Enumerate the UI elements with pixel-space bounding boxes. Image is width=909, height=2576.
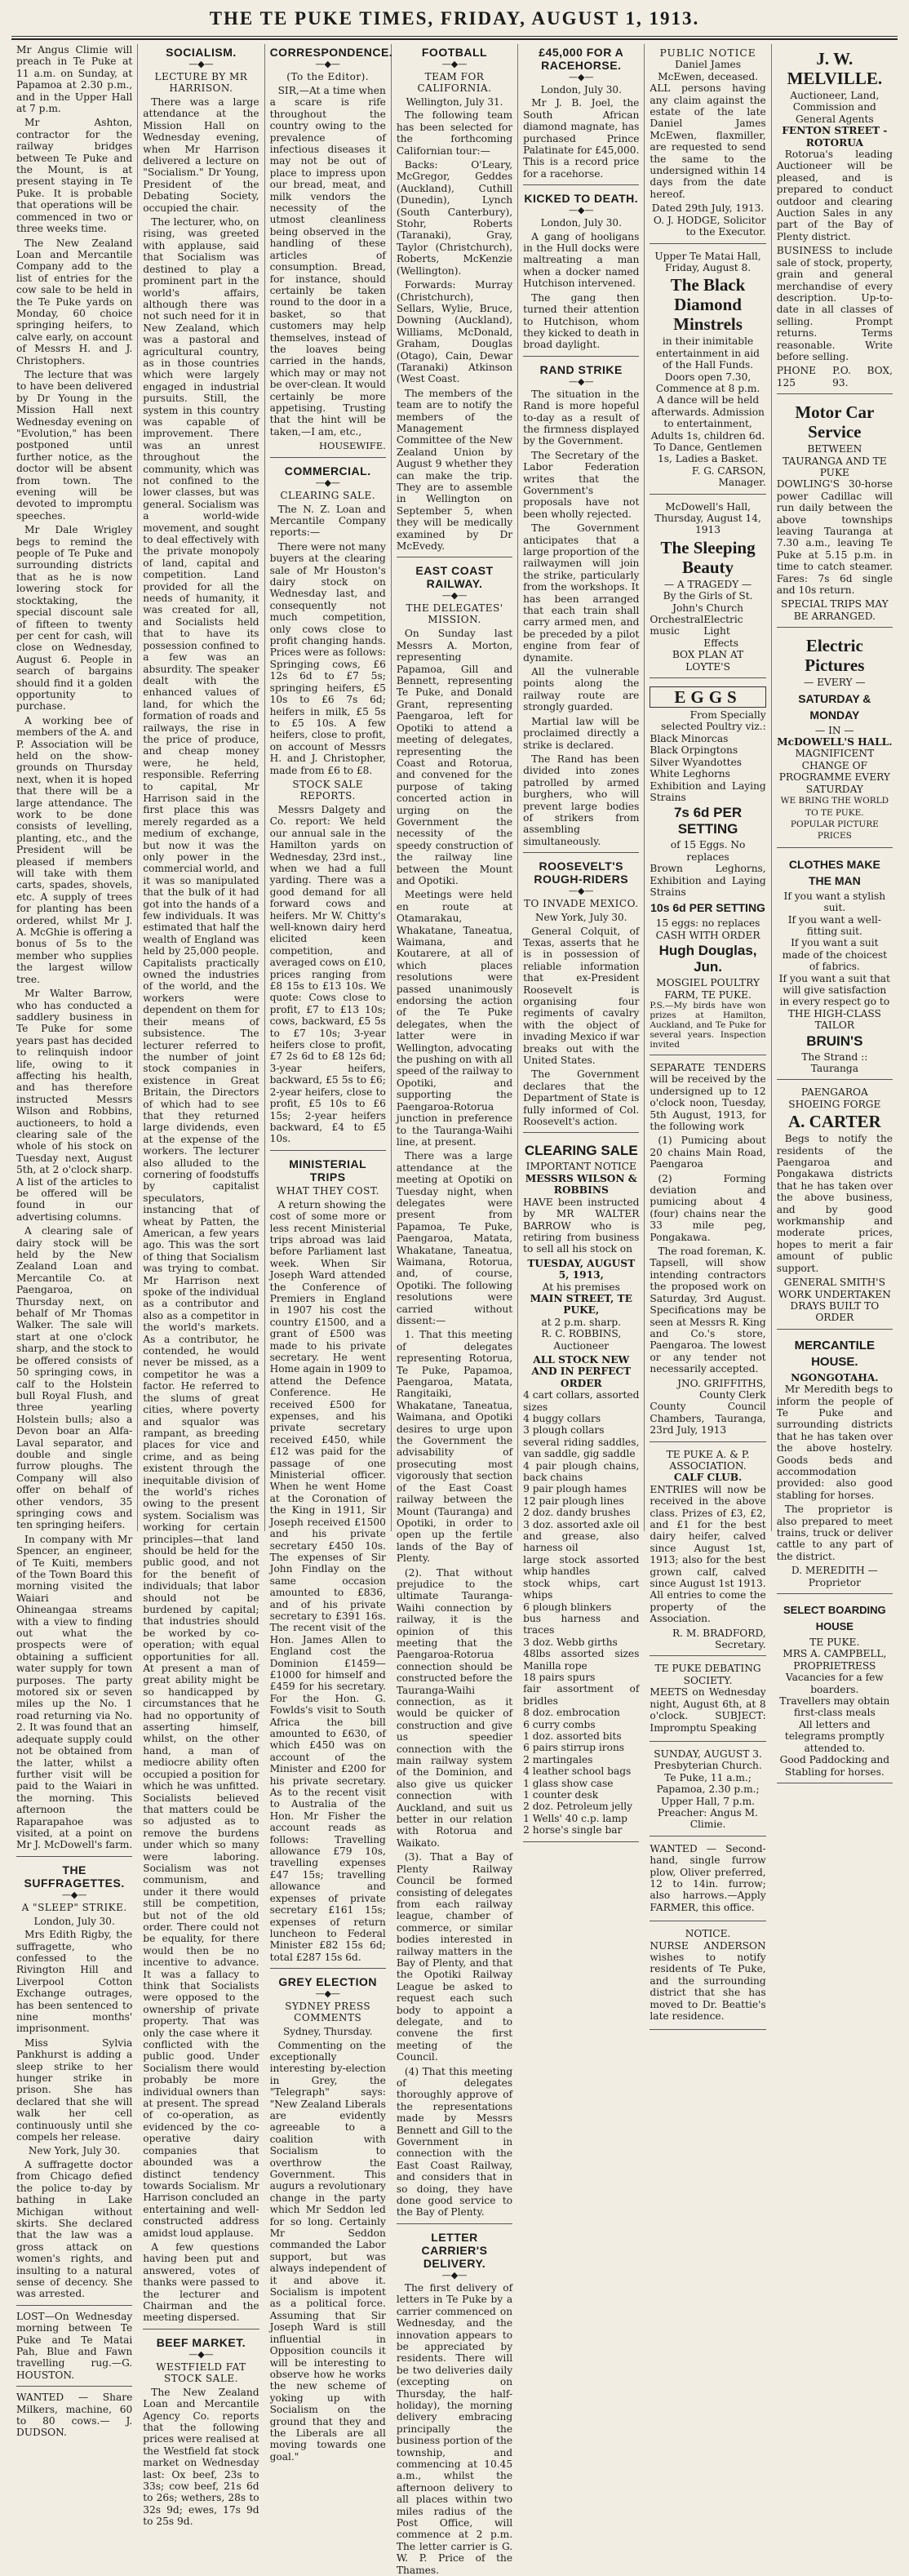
list-item: Black Minorcas — [650, 732, 729, 744]
ad-days: SATURDAY & MONDAY — [798, 691, 871, 722]
paragraph: There was a large attendance at the meeting at Opotiki on Tuesday night, when delegates were present from Papamoa, Te Puke, Paengaroa, Matata, Whakatane, Taneatua, Waimana, Rotorua, and, of course, Opotiki. The following resolutions were carried without dissent:— — [396, 1150, 513, 1326]
ad-text: THE HIGH-CLASS TAILOR — [787, 1007, 881, 1032]
paragraph: Mr Walter Barrow, who has conducted a saddlery business in Te Puke for some years past has decided to relinquish indoor life, owing to it affecting his health, and has therefore instructed Messrs Wilson and Robbins, auctioneers, to hold a clearing sale of the whole of his stock on Tuesday next, August 5th, at 2 o'clock sharp. A list of the articles to be offered will be found in our advertising columns. — [16, 988, 133, 1223]
ad-title: MERCANTILE HOUSE. — [794, 1338, 875, 1369]
ad-name: BRUIN'S — [806, 1033, 863, 1049]
article-headline: KICKED TO DEATH. — [524, 192, 639, 206]
ad-subtitle: — A TRAGEDY — — [663, 578, 752, 590]
paragraph: In company with Mr Spencer, an engineer, of Te Kuiti, members of the Town Board this morning visited the Waiari and Ohineangaa streams with a view to finding out what the prospects were of obtaining a sufficient water supply for town purposes. The party motored six or seven miles up the No. 1 road returning via No. 2. It was found that an adequate supply could not be obtained from the latter, whilst a further visit will be paid to the Waiari in the morning. This afternoon the Raparapahoe was visited, at a point on Mr J. McDowell's farm. — [16, 1533, 133, 1851]
paragraph: A return showing the cost of some more or less recent Ministerial trips abroad was laid before Parliament last week. When Sir Joseph Ward attended the Conference of Premiers in England in 1907 his cost the country £1500, and a grant of £500 was made to his private secretary. He went Home again in 1909 to attend the Defence Conference. He received £500 for expenses, and his private secretary received £450, while £12 was paid for the passage of one Ministerial officer. When he went Home at the Coronation of the King in 1911, Sir Joseph received £1500 and his private secretary £450 10s. The expenses of Sir John Findlay on the same occasion amounted to £836, and of his private secretary to £391 16s. The recent visit of the Hon. James Allen to England cost the Dominion £1459—£1000 for himself and £459 for his secretary. For the Hon. G. Fowlds's visit to South Africa the bill amounted to £630, of which £450 was on account of the Minister and £200 for his private secretary. As to the recent visit to Australia of the Hon. Mr Fisher the account reads as follows: Travelling allowance £79 10s, travelling expenses £47 15s; travelling allowance and expenses of private secretary £161 15s; expenses of return luncheon to Federal Minister £82 15s 6d; total £287 15s 6d. — [269, 1198, 386, 1963]
po-box: P.O. BOX, 93. — [832, 365, 893, 389]
paragraph: Backs: O'Leary, McGregor, Geddes (Auckland), Cuthill (Dunedin), Lynch (South Canterbury), Stohr, Roberts (Taranaki), Gray, Taylor (Christchurch), Roberts, McKenzie (Wellington). — [396, 159, 513, 277]
paragraph: The New Zealand Loan and Mercantile Company add to the list of entries for the cow sale to be held in the Te Puke yards on Monday, 60 choice springing heifers, to calve early, on account of Messrs H. and J. Christophers. — [16, 237, 133, 366]
paragraph: All the vulnerable points along the railway route are strongly guarded. — [523, 666, 640, 713]
ad-text: NURSE ANDERSON wishes to notify residents of Te Puke, and the surrounding district that she has moved to Dr. Beattie's late residence. — [650, 1939, 766, 2023]
ad-title: PUBLIC NOTICE — [659, 47, 756, 59]
ad-text: The proprietor is also prepared to meet trains, truck or deliver cattle to any part of the district. — [776, 1503, 893, 1562]
paragraph: Commenting on the exceptionally interesting by-election in Grey, the "Telegraph" says: "New Zealand Liberals are evidently agreeable to a coalition with Socialism to overthrow the Government. This augurs a revolutionary change in the party which Mr Seddon led for so long. Certainly Mr Seddon commanded the Labor support, but was always independent of it and above it. Socialism is impotent as a political force. Assuming that Sir Joseph Ward is still influential in Opposition councils it will be interesting to observe how he works the new scheme of yoking up with Socialism on the ground that they and the Liberals are all moving towards one goal." — [269, 2039, 386, 2463]
dateline: Wellington, July 31. — [406, 96, 503, 108]
list-item: Exhibition and Laying Strains — [650, 779, 766, 803]
paragraph: (3). That a Bay of Plenty Railway Council be formed consisting of delegates from each railway league, chamber of commerce, or similar bodies interested in railway matters in the Bay of Plenty, and that the Opotiki Railway League be asked to request each such body to appoint a delegate, and to convene the first meeting of the Council. — [396, 1851, 513, 2063]
list-item: White Leghorns — [650, 768, 730, 780]
paragraph: Miss Sylvia Pankhurst is adding a sleep strike to her hunger strike in prison. She has declared that she will walk her cell continuously until she compels her release. — [16, 2036, 133, 2143]
paragraph: Mrs Edith Rigby, the suffragette, who confessed to the Rivington Hill and Liverpool Cotton Exchange outrages, has been sentenced to nine months' imprisonment. — [16, 1929, 133, 2035]
ad-row — [777, 365, 893, 389]
list-item: 3 plough collars — [523, 1424, 605, 1437]
paragraph: Mr J. B. Joel, the South African diamond magnate, has purchased Prince Palatinate for £45,000. This is a record price for a racehorse. — [523, 97, 640, 180]
list-item: 2 martingales — [523, 1753, 593, 1765]
dash-ornament: —◆— — [441, 59, 468, 69]
ad-subtitle: Auctioneer, Land, Commission and General Agents — [790, 90, 880, 125]
list-item: 2 horse's single bar — [523, 1824, 623, 1837]
phone-number: PHONE 125 — [776, 365, 817, 389]
ad-place: At his premises — [542, 1281, 620, 1293]
ad-title: The Black Diamond Minstrels — [670, 275, 746, 335]
paragraph: Martial law will be proclaimed directly a strike is declared. — [523, 715, 640, 751]
list-item: 2 doz. Petroleum jelly — [523, 1801, 633, 1813]
article-headline: MINISTERIAL TRIPS — [289, 1157, 367, 1184]
article-headline: COMMERCIAL. — [284, 464, 371, 477]
ad-signature: F. G. CARSON, Manager. — [691, 464, 766, 489]
ad-signature: O. J. HODGE, Solicitor to the Executor. — [653, 214, 766, 238]
paragraph: The situation in the Rand is more hopeful to-day as a result of the firmness displayed by the Government. — [523, 388, 640, 447]
ad-title: NOTICE. — [685, 1928, 731, 1940]
ad-text: WANTED — Second-hand, single furrow plow, Oliver preferred, 12 to 14in. furrow; also harrows.—Apply FARMER, this office. — [650, 1842, 766, 1913]
list-item: large stock assorted whip handles — [523, 1553, 640, 1578]
dateline: London, July 30. — [540, 217, 622, 229]
clearing-sale-ad — [523, 1138, 639, 1841]
ad-intro: McDowell's Hall, Thursday, August 14, 1913 — [654, 500, 761, 536]
ad-intro: Upper Te Matai Hall, Friday, August 8. — [654, 250, 761, 273]
column-4 — [392, 44, 518, 2576]
ad-text: If you want a suit that will give satisfaction in every respect go to — [778, 972, 890, 1008]
nurse-notice-ad — [650, 1925, 765, 2030]
masthead: THE TE PUKE TIMES, FRIDAY, AUGUST 1, 1913. — [209, 8, 700, 29]
list-item: 4 pair plough chains, back chains — [523, 1459, 640, 1484]
columns — [11, 44, 898, 2576]
ad-title: J. W. MELVILLE. — [787, 49, 883, 88]
dash-ornament: —◆— — [441, 2269, 468, 2281]
ad-text: Rotorua's leading Auctioneer will be pleased, and is prepared to conduct outdoor and clearing Auction Sales in any part of the Bay of Plenty district. — [776, 149, 893, 242]
article-headline: FOOTBALL — [421, 46, 488, 59]
ad-subtitle: CALF CLUB. — [673, 1472, 743, 1484]
paragraph: The Rand has been divided into zones patrolled by armed burghers, who will prevent large bodies of strikers from assembling simultaneously. — [523, 753, 640, 847]
paragraph: Mr Ashton, contractor for the railway bridges between Te Puke and the Mount, is at present staying in Te Puke. It is probable that operations will be commenced in two or three weeks time. — [16, 117, 133, 235]
ad-text: Good Paddocking and Stabling for horses. — [779, 1754, 890, 1778]
ad-title: The Sleeping Beauty — [660, 537, 756, 577]
ad-title: EGGS — [650, 686, 765, 708]
article-headline: RAND STRIKE — [539, 362, 623, 376]
article-headline: CORRESPONDENCE. — [269, 46, 393, 59]
ad-text: The road foreman, K. Tapsell, will show intending contractors the proposed work on Saturday, 3rd August. Specifications may be seen at Messrs R. King and Co.'s store, Paengaroa. The lowest or any tender not necessarily accepted. — [650, 1246, 766, 1375]
column-3 — [265, 44, 393, 2463]
paragraph: A gang of hooligans in the Hull docks were maltreating a man when a docker named Hutchison intervened. — [523, 230, 640, 290]
ad-text: Preacher: Angus M. Climie. — [658, 1806, 759, 1831]
article-subhead: THE DELEGATES' MISSION. — [406, 602, 503, 626]
price: 10s 6d PER SETTING — [650, 901, 765, 915]
paragraph: The gang then turned their attention to Hutchison, whom they kicked to death in broad daylight. — [523, 291, 640, 351]
paragraph: Meetings were held en route at Otamarakau, Whakatane, Taneatua, Waimana, and Koutarere, at all of which places resolutions were passed unanimously endorsing the action of the Te Puke delegates, when the latter were in Wellington, advocating the pushing on with all speed of the railway to Opotiki, and supporting the Paengaroa-Rotorua junction in preference to the Tauranga-Waihi line, at present. — [396, 889, 513, 1148]
article-headline: LETTER CARRIER'S DELIVERY. — [421, 2230, 488, 2270]
wanted-notice: WANTED — Share Milkers, machine, 60 to 80 cows.— J. DUDSON. — [16, 2392, 133, 2439]
paragraph: There were not many buyers at the clearing sale of Mr Houston's dairy stock on Wednesday last, and consequently not much competition, only cows close to profit changing hands. Prices were as follows: Springing cows, £6 12s 6d to £7 5s; springing heifers, £5 10s to £6 7s 6d; heifers in milk, £5 5s to £5 10s. A few heifers, close to profit, on account of Messrs H. and J. Christopher, made from £6 to £8. — [269, 540, 386, 776]
dash-ornament: —◆— — [569, 205, 594, 216]
list-item: 2 doz. dandy brushes — [523, 1507, 631, 1519]
ad-text: If you want a suit made of the choicest of fabrics. — [782, 937, 888, 973]
divider — [16, 2305, 132, 2306]
article-subhead: A "SLEEP" STRIKE. — [21, 1901, 127, 1913]
list-item: 1 counter desk — [523, 1789, 599, 1801]
list-item: 1 Wells' 40 c.p. lamp — [523, 1812, 627, 1824]
column-1 — [11, 44, 138, 2439]
tenders-ad — [650, 1059, 765, 1442]
melville-ad — [777, 44, 893, 394]
calf-club-ad — [650, 1446, 765, 1657]
ad-street: MAIN STREET, TE PUKE, — [530, 1292, 632, 1317]
ad-address: FENTON STREET - ROTORUA — [782, 125, 888, 149]
dateline: London, July 30. — [540, 84, 622, 95]
paragraph: The first delivery of letters in Te Puke by a carrier commenced on Wednesday, and the innovation appears to be appreciated by residents. There will be two deliveries daily (excepting on Thursday, the half-holiday), the morning delivery embracing principally the business portion of the township, and commencing at 10.45 a.m., whilst the afternoon delivery to all places within two miles radius of the Post Office, will commence at 2 p.m. The letter carrier is G. W. P. Price of the Thames. — [396, 2281, 513, 2576]
paragraph: Messrs Dalgety and Co. report: We held our annual sale in the Hamilton yards on Wednesday, 23rd inst., when we had a full yarding. There was a good demand for all forward cows and heifers. Mr W. Chitty's well-known dairy herd elicited keen competition, and averaged cows on £10, prices ranging from £8 15s to £13 10s. We quote: Cows close to profit, £7 to £13 10s; cows, backward, £5 5s to £7 10s; 3-year heifers close to profit, £7 2s 6d to £8 12s 6d; 3-year heifers, backward, £5 5s to £6; 2-year heifers, close to profit, £5 10s to £6 15s; 2-year heifers backward, £4 to £5 10s. — [269, 803, 386, 1145]
ad-text: DOWLING'S 30-horse power Cadillac will run daily between the above townships leaving Tauranga at 7.30 a.m., leaving Te Puke at 5.15 p.m. in time to catch steamer. Fares: 7s 6d single and 10s return. — [776, 478, 893, 597]
paragraph: A few questions having been put and answered, votes of thanks were passed to the lecturer and Chairman and the meeting dispersed. — [143, 2241, 259, 2324]
divider — [16, 2386, 132, 2387]
ad-place: County Council Chambers, Tauranga, 23rd July, 1913 — [650, 1401, 766, 1437]
dash-ornament: —◆— — [315, 59, 340, 69]
list-item: 6 curry combs — [523, 1718, 596, 1730]
mercantile-house-ad — [777, 1333, 893, 1594]
divider — [16, 1856, 132, 1857]
list-item: 8 doz. embrocation — [523, 1707, 620, 1719]
ad-title: Motor Car Service — [795, 402, 875, 442]
dash-ornament: —◆— — [315, 477, 340, 488]
public-notice-ad — [650, 44, 765, 244]
price: 7s 6d PER SETTING — [673, 805, 743, 837]
ad-text: Electric Light Effects — [703, 614, 743, 649]
ad-subtitle: Presbyterian Church. — [654, 1760, 762, 1772]
list-item: 6 pairs stirrup irons — [523, 1742, 625, 1754]
paragraph: Forwards: Murray (Christchurch), Sellars, Wylie, Bruce, Downing (Auckland), Williams, McDonald, Graham, Douglas (Otago), Cain, Dewar (Taranaki) Atkinson (West Coast. — [396, 279, 513, 385]
paragraph: The following team has been selected for the forthcoming Californian tour:— — [396, 109, 513, 157]
article-subhead: TEAM FOR CALIFORNIA. — [417, 71, 492, 94]
ad-time: at 2 p.m. sharp. — [541, 1316, 622, 1328]
sunday-services-ad — [650, 1745, 765, 1837]
lost-notice: LOST—On Wednesday morning between Te Puke and Te Matai Pah, Blue and Fawn travelling rug.—G. HOUSTON. — [16, 2310, 133, 2381]
divider — [397, 2223, 512, 2224]
paragraph: The Government declares that the Department of State is fully informed of Col. Roosevelt's action. — [523, 1068, 640, 1128]
ad-item-list — [523, 1389, 639, 1836]
divider — [143, 2329, 259, 2330]
ad-text: If you want a well-fitting suit. — [787, 913, 881, 937]
paragraph: Mr Dale Wrigley begs to remind the people of Te Puke and surrounding districts that as he is now lowering stock for stocktaking, the special discount sale of fifteen to twenty per cent for cash, will close on Wednesday, August 6. People in search of bargains should find it a golden opportunity to purchase. — [16, 524, 133, 713]
ad-text: Brown Leghorns, Exhibition and Laying Strains — [650, 863, 766, 898]
ad-title: CLEARING SALE — [524, 1143, 638, 1159]
article-headline: SOCIALISM. — [166, 46, 237, 59]
ad-text: SEPARATE TENDERS will be received by the undersigned up to 12 o'clock noon, Tuesday, 5th August, 1913, for the following work — [650, 1061, 766, 1132]
ad-row — [650, 614, 765, 649]
ad-text: HAVE been instructed by MR WALTER BARROW who is retiring from business to sell all his stock on — [523, 1196, 640, 1255]
ad-text: Begs to notify the residents of the Paengaroa and Pongakawa districts that he has taken over the above business, and by good workmanship and moderate prices, hopes to merit a fair amount of public support. — [776, 1133, 893, 1274]
ad-text: A dance will be held afterwards. Admission to entertainment, Adults 1s, children 6d. To Dance, Gentlemen 1s, Ladies a Basket. — [650, 394, 765, 465]
masthead-rule — [11, 36, 898, 37]
ad-text: (2) Forming deviation and pumicing about 4 (four) chains near the 33 mile peg, Pongakawa. — [650, 1172, 766, 1243]
paragraph: The Government anticipates that a large proportion of the railwaymen will join the strike, particularly from the workshops. It has been arranged that each train shall carry armed men, and be preceded by a pilot engine from fear of dynamite. — [523, 522, 640, 664]
paragraph: General Colquit, of Texas, asserts that he is in possession of reliable information that ex-President Roosevelt is organising four regiments of cavalry with the object of invading Mexico if war breaks out with the United States. — [523, 925, 640, 1067]
electric-pictures-ad — [777, 631, 893, 847]
paragraph: The Secretary of the Labor Federation writes that the Government's proposals have not been wholly rejected. — [523, 449, 640, 520]
column-2 — [138, 44, 264, 2528]
list-item: bus harness and traces — [523, 1612, 640, 1637]
article-headline: ROOSEVELT'S ROUGH-RIDERS — [534, 859, 629, 886]
dash-ornament: —◆— — [188, 59, 214, 69]
list-item: 4 leather school bags — [523, 1765, 632, 1778]
article-subhead: STOCK SALE REPORTS. — [292, 778, 364, 802]
column-5 — [518, 44, 645, 1837]
sleeping-beauty-ad — [650, 498, 765, 678]
paragraph: Mr Angus Climie will preach in Te Puke at 11 a.m. on Sunday, at Papamoa at 2.30 p.m., and in the Upper Hall at 7 p.m. — [16, 44, 133, 115]
paragraph: A suffragette doctor from Chicago defied the police to-day by bathing in Lake Michigan without skirts. She declared that the law was a gross attack on women's rights, and insulting to a natural sense of decency. She was arrested. — [16, 2158, 133, 2300]
article-subhead: LECTURE BY MR HARRISON. — [154, 71, 248, 94]
ad-text: in their inimitable entertainment in aid of the Hall Funds. Doors open 7.30, Commence at 8 p.m. — [655, 335, 760, 394]
divider — [270, 1968, 386, 1969]
paragraph: The N. Z. Loan and Mercantile Company reports:— — [269, 503, 386, 539]
price-note: of 15 Eggs. No replaces — [670, 839, 746, 863]
ad-text: BOX PLAN AT LOYTE'S — [672, 649, 744, 673]
ad-text: If you want a stylish suit. — [783, 890, 886, 914]
ad-text: All letters and telegrams promptly attended to. — [784, 1718, 885, 1754]
dash-ornament: —◆— — [569, 72, 594, 82]
ad-text: POPULAR PICTURE PRICES — [790, 819, 879, 842]
ad-title: TE PUKE DEBATING SOCIETY. — [654, 1663, 761, 1686]
dateline: New York, July 30. — [28, 2145, 121, 2157]
ad-owner: Hugh Douglas, Jun. — [658, 943, 757, 975]
ad-farm: MOSGIEL POULTRY FARM, TE PUKE. — [656, 977, 760, 1001]
paragraph: A clearing sale of dairy stock will be held by the New Zealand Loan and Mercantile Co. at Paengaroa, on Thursday next, on behalf of Mr Thomas Walker. The sale will start at one o'clock sharp, and the stock to be offered consists of 50 springing cows, in calf to the Holstein bull Royal Flush, and three yearling Holstein bulls; also a Devon boar an Alfa-Laval separator, and double and single furrow ploughs. The Company will also offer on behalf of other vendors, 35 springing cows and ten springing heifers. — [16, 1225, 133, 1531]
list-item: 48lbs assorted sizes Manilla rope — [523, 1648, 640, 1672]
breed-list — [650, 733, 765, 803]
dash-ornament: —◆— — [441, 590, 468, 602]
ad-subtitle: IMPORTANT NOTICE — [525, 1161, 636, 1173]
paragraph: (2). That without prejudice to the ultimate Tauranga-Waihi connection by railway, it is the opinion of this meeting that the Paengaroa-Rotorua connection should be constructed before the Tauranga-Waihi connection, as it would be quicker of construction and give us speedier connection with the main railway system of the Dominion, and also give us quicker connection with Auckland, and suit us better in our relation with Rotorua and Waikato. — [396, 1566, 513, 1849]
article-subhead: TO INVADE MEXICO. — [523, 898, 639, 910]
paragraph: 1. That this meeting of delegates representing Rotorua, Te Puke, Papamoa, Paengaroa, Matata, Rangitaiki, Whakatane, Taneatua, Waimana, and Opotiki desires to urge upon the Government the advisability of prosecuting most vigorously that section of the East Coast railway between the Mount (Tauranga) and Opotiki, in order to open up the fertile lands of the Bay of Plenty. — [396, 1329, 513, 1565]
ad-signature: R. M. BRADFORD, Secretary. — [672, 1627, 766, 1651]
dash-ornament: —◆— — [569, 375, 594, 387]
divider — [523, 1132, 639, 1133]
divider — [270, 1150, 386, 1151]
ad-auctioneer: R. C. ROBBINS, Auctioneer — [541, 1328, 622, 1352]
dash-ornament: —◆— — [61, 1889, 87, 1900]
list-item: 1 glass show case — [523, 1777, 614, 1789]
ad-text: MEETS on Wednesday night, August 6th, at 8 o'clock. SUBJECT: Impromptu Speaking — [650, 1686, 766, 1734]
list-item: 1 doz. assorted bits — [523, 1730, 622, 1742]
paragraph: There was a large attendance at the Mission Hall on Wednesday evening, when Mr Harrison delivered a lecture on "Socialism." Dr Young, President of the Debating Society, occupied the chair. — [143, 96, 259, 214]
paragraph: The lecture that was to have been delivered by Dr Young in the Mission Hall next Wednesday evening on "Evolution," has been postponed until further notice, as the doctor will be absent from town. The evening will be devoted to impromptu speeches. — [16, 368, 133, 522]
paragraph: The lecturer, who, on rising, was greeted with applause, said that Socialism was destined to play a prominent part in the world's affairs, although there was not such need for it in New Zealand, which was a pastoral and agricultural country, as in those countries which were largely engaged in industrial pursuits. Still, the system in this country was capable of improvement. There was an unrest throughout the community, which was not confined to the lower classes, but was general. Socialism was a world-wide movement, and sought to deal effectively with the private monopoly of land, capital and competition. Land provided for all the needs of humanity, it was created for all, and Socialists held that to have its possession confined to a few was an absurdity. The speaker dealt with the enhanced values of land, for which the formation of roads and railways, the rise in the price of produce, and cheap money were, he held, responsible. Referring to capital, Mr Harrison said in the first place this was merely regarded as a medium of exchange, but now it was the only power in the commercial world, and it was so manipulated that the bulk of it had got into the hands of a few individuals. It was estimated that half the wealth of England was held by 25,000 people. Capitalists practically owned the industries of the world, and the workers were dependent on them for their means of subsistence. The lecturer referred to the number of joint stock companies in existence in Great Britain, the Directors of which had to see that they returned large dividends, even at the expense of the workers. The lecturer also alluded to the cornering of foodstuffs by capitalist speculators, instancing that of wheat by Patten, the American, a few years ago. This was the sort of thing that Socialism was trying to combat. Mr Harrison next spoke of the individual as a contributor and also as a competitor in the world's markets. As a contributor, he contended, he would never be missed, as a competitor he was a factor. He referred to the slums of great cities, where poverty and squalor was rampant, as breeding places for vice and crime, and as being existent through the inequitable division of the world's riches owing to the present system. Socialism was working for certain principles—that land should be held for the public good, and not for the benefit of individuals; that labor should not be burdened by capital; that industries should be worked by co-operation; with equal opportunities for all. At present a man of great ability might be so handicapped by circumstances that he had no opportunity of asserting himself, whilst, on the other hand, a man of mediocre ability often occupied a position for which he was unfitted. Socialists believed that matters could be so adjusted as to remove the burdens under which so many were laboring. Socialism was not communism, and under it there would still be competition, but not of the old order. There could not be equality, for there would then be no incentive to advance. It was a fallacy to think that Socialists were opposed to the ownership of private property. That was only the case where it conflicted with the public good. Under Socialism there would probably be more individual owners than at present. The spread of co-operation, as evidenced by the co-operative dairy companies that abounded was a distinct tendency towards Socialism. Mr Harrison concluded an entertaining and well-constructed address amidst loud applause. — [143, 216, 259, 2239]
article-subhead: CLEARING SALE. — [280, 489, 376, 501]
dateline: London, July 30. — [33, 1915, 115, 1927]
ad-signature: JNO. GRIFFITHS, County Clerk — [677, 1377, 766, 1401]
ad-hall: McDOWELL'S HALL. — [777, 736, 893, 748]
divider — [523, 852, 639, 853]
ad-subtitle: Daniel James McEwen, deceased. — [658, 59, 758, 82]
ad-text: The Strand :: Tauranga — [801, 1050, 868, 1074]
paragraph: (4) That this meeting of delegates thoroughly approve of the representations made by Messrs Bennett and Gill to the Government in connection with the East Coast Railway, and considers that in so doing, they have done good service to the Bay of Plenty. — [396, 2065, 513, 2218]
ad-subtitle: BETWEEN TAURANGA AND TE PUKE — [782, 443, 887, 478]
eggs-ad — [650, 682, 765, 1055]
divider — [270, 457, 386, 458]
dash-ornament: —◆— — [188, 2348, 214, 2360]
tailor-ad — [777, 851, 893, 1081]
divider — [523, 356, 639, 357]
article-subhead: WHAT THEY COST. — [276, 1184, 379, 1197]
article-headline: £45,000 FOR A RACEHORSE. — [539, 46, 624, 72]
list-item: 18 pairs spurs — [523, 1671, 596, 1683]
dateline: Sydney, Thursday. — [282, 2026, 373, 2038]
ad-text: Orchestral music — [650, 614, 704, 637]
paragraph: On Sunday last Messrs A. Morton, representing Papamoa, Gill and Bennett, representing Te Puke, and Donald Grant, representing Paengaroa, left for Opotiki to attend a meeting of delegates, representing the Coast and Rotorua, and convened for the purpose of taking concerted action in urging on the Government the necessity of the speedy construction of the railway line between the Mount and Opotiki. — [396, 628, 513, 886]
ad-title: SELECT BOARDING HOUSE — [783, 1604, 886, 1633]
ad-text: DRAYS BUILT TO ORDER — [790, 1299, 880, 1324]
article-subhead: WESTFIELD FAT STOCK SALE. — [156, 2361, 246, 2384]
boarding-house-ad — [777, 1597, 893, 1783]
motor-car-ad — [777, 398, 893, 628]
ad-name: MRS A. CAMPBELL, PROPRIETRESS — [783, 1648, 887, 1672]
list-item: 9 pair plough hames — [523, 1483, 627, 1495]
ad-title: TE PUKE A. & P. ASSOCIATION. — [666, 1448, 750, 1472]
ad-text: Travellers may obtain first-class meals — [779, 1695, 890, 1719]
paragraph: The New Zealand Loan and Mercantile Agency Co. reports that the following prices were realised at the Westfield fat stock market on Wednesday last: Ox beef, 23s to 33s; cow beef, 21s 6d to 26s; wethers, 28s to 32s 9d; ewes, 17s 9d to 25s 9d. — [143, 2386, 259, 2528]
dateline: New York, July 30. — [535, 912, 627, 924]
list-item: Silver Wyandottes — [650, 756, 743, 768]
divider — [523, 184, 639, 185]
ad-text: WE BRING THE WORLD TO TE PUKE. — [780, 796, 889, 818]
dash-ornament: —◆— — [569, 886, 594, 897]
ad-text: ENTRIES will now be received in the above class. Prizes of £3, £2, and £1 for the best dairy heifer, calved since August 1st, 1913; also for the best grown calf, calved since August 1st 1913. All entries to come the property of the Association. — [650, 1483, 766, 1625]
ad-date: Dated 29th July, 1913. — [651, 202, 765, 215]
list-item: 4 cart collars, assorted sizes — [523, 1389, 640, 1413]
price-note: 15 eggs: no replaces CASH WITH ORDER — [655, 917, 760, 941]
ad-text: — EVERY — — [804, 677, 866, 689]
debating-society-ad — [650, 1659, 765, 1741]
ad-stock-heading: ALL STOCK NEW AND IN PERFECT ORDER — [531, 1353, 632, 1389]
dash-ornament: —◆— — [315, 1988, 340, 2000]
ad-title: SUNDAY, AUGUST 3. — [654, 1748, 762, 1760]
ad-text: SPECIAL TRIPS MAY BE ARRANGED. — [780, 598, 889, 622]
ad-title: CLOTHES MAKE THE MAN — [788, 857, 880, 887]
wanted-plow-ad — [650, 1840, 765, 1921]
column-6 — [645, 44, 771, 2023]
article-headline: GREY ELECTION — [278, 1975, 377, 1989]
ad-title: Electric Pictures — [805, 636, 865, 676]
list-item: 12 pair plough lines — [523, 1495, 624, 1507]
list-item: 4 buggy collars — [523, 1413, 601, 1424]
ad-text: By the Girls of St. John's Church — [663, 590, 753, 614]
ad-text: GENERAL SMITH'S WORK UNDERTAKEN — [778, 1277, 891, 1300]
list-item: fair assortment of bridles — [523, 1683, 640, 1707]
ad-text: (1) Pumicing about 20 chains Main Road, Paengaroa — [650, 1135, 766, 1170]
column-7 — [772, 44, 898, 1778]
ad-name: A. CARTER — [788, 1112, 881, 1132]
ad-text: ALL persons having any claim against the estate of the late Daniel James McEwen, flaxmiller, are requested to send the same to the undersigned within 14 days from the date hereof. — [650, 82, 766, 200]
masthead-rule-double — [11, 38, 898, 40]
article-subhead: (To the Editor). — [286, 71, 370, 82]
list-item: several riding saddles, van saddle, gig saddle — [523, 1436, 640, 1460]
ad-text: — IN — — [815, 724, 854, 736]
list-item: stock whips, cart whips — [523, 1577, 640, 1601]
ad-text: MAGNIFICENT CHANGE OF PROGRAMME EVERY SATURDAY — [778, 748, 890, 795]
shoeing-forge-ad — [777, 1083, 893, 1329]
minstrels-ad — [650, 247, 765, 495]
paragraph: The members of the team are to notify the members of the Management Committee of the New Zealand Union by August 9 whether they can make the trip. They are to assemble in Wellington on September 5, when they will be medically examined by Dr McEvedy. — [396, 387, 513, 553]
ad-title: PAENGAROA SHOEING FORGE — [788, 1086, 881, 1110]
ad-intro: From Specially selected Poultry viz.: — [661, 709, 766, 733]
ad-text: BUSINESS to include sale of stock, property, grain and general merchandise of every description. Up-to-date in all classes of selling. Prompt returns. Terms reasonable. Write before selling. — [776, 245, 893, 362]
ad-date: TUESDAY, AUGUST 5, 1913, — [527, 1257, 636, 1281]
article-headline: EAST COAST RAILWAY. — [415, 564, 494, 591]
list-item: 3 doz. Webb girths — [523, 1636, 618, 1648]
ad-firm: MESSRS WILSON & ROBBINS — [525, 1172, 637, 1197]
ad-signature: D. MEREDITH — Proprietor — [791, 1565, 878, 1588]
ad-place: TE PUKE. — [809, 1637, 860, 1649]
ad-place: NGONGOTAHA. — [791, 1371, 879, 1383]
list-item: Black Orpingtons — [650, 744, 738, 757]
signature: HOUSEWIFE. — [319, 440, 386, 452]
ad-text: Vacancies for a few boarders. — [785, 1672, 884, 1695]
ad-text: Mr Meredith begs to inform the people of Te Puke and surrounding districts that he has taken over the above hostelry. Goods beds and accommodation provided: also good stabling for horses. — [776, 1383, 893, 1501]
paragraph: SIR,—At a time when a scare is rife throughout the country owing to the prevalence of infectious diseases it may not be out of place to impress upon our bread, meat, and milk vendors the necessity of the utmost cleanliness being observed in the handling of these articles of consumption. Bread, for instance, should certainly be taken round to the door in a basket, so that customers may help themselves, instead of the loaves being carried in the hands, which may or may not be over-clean. It would certainly be more appetising. Trusting that the hint will be taken,—I am, etc., — [269, 85, 386, 437]
ad-text: Te Puke, 11 a.m.; Papamoa, 2.30 p.m.; Upper Hall, 7 p.m. — [656, 1771, 760, 1807]
ad-postscript: P.S.—My birds have won prizes at Hamilton, Auckland, and Te Puke for several years. Inspection invited — [650, 1000, 766, 1050]
list-item: 3 doz. assorted axle oil and grease, also harness oil — [523, 1518, 640, 1554]
list-item: 6 plough blinkers — [523, 1601, 612, 1613]
article-headline: BEEF MARKET. — [156, 2335, 246, 2349]
paragraph: A working bee of members of the A. and P. Association will be held on the show-grounds on Thursday next, when it is hoped that there will be a large attendance. The work to be done consists of levelling, planting, etc., and the President will be pleased if members will take with them carts, spades, shovels, etc. A supply of trees for planting has been ordered, whilst Mr J. A. McGhie is offering a bonus of 5s to the member who supplies the largest willow tree. — [16, 714, 133, 985]
article-headline: THE SUFFRAGETTES. — [24, 1863, 125, 1890]
article-subhead: SYDNEY PRESS COMMENTS — [285, 2001, 371, 2024]
